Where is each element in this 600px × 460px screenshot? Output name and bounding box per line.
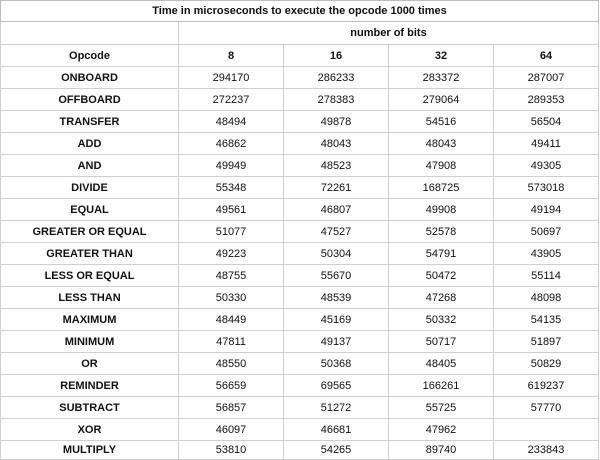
value-32-cell: 54791 <box>389 243 494 265</box>
value-8-cell: 49223 <box>179 243 284 265</box>
table-row <box>1 67 599 89</box>
value-8-cell: 53810 <box>179 441 284 460</box>
opcode-cell: LESS OR EQUAL <box>1 265 179 287</box>
opcode-cell: MAXIMUM <box>1 309 179 331</box>
opcode-cell: TRANSFER <box>1 111 179 133</box>
value-32-cell: 89740 <box>389 441 494 460</box>
table-row <box>1 265 599 287</box>
value-32-cell: 52578 <box>389 221 494 243</box>
value-16-cell: 278383 <box>284 89 389 111</box>
bits-header: number of bits <box>179 22 599 45</box>
value-16-cell: 55670 <box>284 265 389 287</box>
value-32-cell: 168725 <box>389 177 494 199</box>
value-8-cell: 46097 <box>179 419 284 441</box>
table-row <box>1 221 599 243</box>
value-32-cell: 50717 <box>389 331 494 353</box>
value-16-cell: 50368 <box>284 353 389 375</box>
value-32-cell: 283372 <box>389 67 494 89</box>
opcode-cell: OFFBOARD <box>1 89 179 111</box>
table-row <box>1 353 599 375</box>
table-row <box>1 419 599 441</box>
table-row <box>1 133 599 155</box>
bits-header-row <box>1 22 599 45</box>
value-16-cell: 72261 <box>284 177 389 199</box>
value-16-cell: 47527 <box>284 221 389 243</box>
table-row <box>1 243 599 265</box>
opcode-cell: DIVIDE <box>1 177 179 199</box>
column-header-opcode: Opcode <box>1 45 179 67</box>
value-16-cell: 286233 <box>284 67 389 89</box>
value-16-cell: 46807 <box>284 199 389 221</box>
table-body <box>1 67 599 460</box>
opcode-cell: ADD <box>1 133 179 155</box>
value-8-cell: 46862 <box>179 133 284 155</box>
column-header-16: 16 <box>284 45 389 67</box>
table-row <box>1 397 599 419</box>
value-16-cell: 49878 <box>284 111 389 133</box>
opcode-cell: XOR <box>1 419 179 441</box>
column-header-64: 64 <box>494 45 599 67</box>
opcode-cell: OR <box>1 353 179 375</box>
value-64-cell: 233843 <box>494 441 599 460</box>
value-32-cell: 47268 <box>389 287 494 309</box>
column-header-row <box>1 45 599 67</box>
value-16-cell: 49137 <box>284 331 389 353</box>
value-32-cell: 48405 <box>389 353 494 375</box>
value-16-cell: 54265 <box>284 441 389 460</box>
value-8-cell: 50330 <box>179 287 284 309</box>
value-8-cell: 55348 <box>179 177 284 199</box>
value-64-cell: 51897 <box>494 331 599 353</box>
value-64-cell: 54135 <box>494 309 599 331</box>
value-16-cell: 48523 <box>284 155 389 177</box>
value-64-cell: 49411 <box>494 133 599 155</box>
value-8-cell: 48550 <box>179 353 284 375</box>
value-64-cell: 48098 <box>494 287 599 309</box>
value-64-cell: 50829 <box>494 353 599 375</box>
value-16-cell: 48539 <box>284 287 389 309</box>
value-8-cell: 56857 <box>179 397 284 419</box>
value-64-cell <box>494 419 599 441</box>
value-64-cell: 619237 <box>494 375 599 397</box>
table-title: Time in microseconds to execute the opcode 1000 times <box>1 1 599 22</box>
value-16-cell: 69565 <box>284 375 389 397</box>
table-row <box>1 287 599 309</box>
value-32-cell: 55725 <box>389 397 494 419</box>
value-32-cell: 47908 <box>389 155 494 177</box>
opcode-cell: EQUAL <box>1 199 179 221</box>
opcode-cell: GREATER THAN <box>1 243 179 265</box>
table-row <box>1 331 599 353</box>
value-64-cell: 289353 <box>494 89 599 111</box>
opcode-cell: SUBTRACT <box>1 397 179 419</box>
column-header-32: 32 <box>389 45 494 67</box>
value-64-cell: 57770 <box>494 397 599 419</box>
value-64-cell: 55114 <box>494 265 599 287</box>
table-row <box>1 111 599 133</box>
value-32-cell: 279064 <box>389 89 494 111</box>
table-row <box>1 375 599 397</box>
value-8-cell: 294170 <box>179 67 284 89</box>
table-row <box>1 177 599 199</box>
value-32-cell: 54516 <box>389 111 494 133</box>
value-8-cell: 49949 <box>179 155 284 177</box>
value-16-cell: 45169 <box>284 309 389 331</box>
opcode-cell: LESS THAN <box>1 287 179 309</box>
value-16-cell: 48043 <box>284 133 389 155</box>
value-32-cell: 48043 <box>389 133 494 155</box>
value-8-cell: 51077 <box>179 221 284 243</box>
table-row <box>1 155 599 177</box>
table-row <box>1 199 599 221</box>
value-8-cell: 48494 <box>179 111 284 133</box>
opcode-cell: MINIMUM <box>1 331 179 353</box>
table-row <box>1 441 599 460</box>
column-header-8: 8 <box>179 45 284 67</box>
value-16-cell: 50304 <box>284 243 389 265</box>
opcode-cell: ONBOARD <box>1 67 179 89</box>
opcode-cell: MULTIPLY <box>1 441 179 460</box>
empty-header-cell <box>1 22 179 45</box>
value-32-cell: 47962 <box>389 419 494 441</box>
value-64-cell: 43905 <box>494 243 599 265</box>
value-32-cell: 49908 <box>389 199 494 221</box>
value-64-cell: 287007 <box>494 67 599 89</box>
value-16-cell: 51272 <box>284 397 389 419</box>
value-32-cell: 166261 <box>389 375 494 397</box>
value-64-cell: 56504 <box>494 111 599 133</box>
value-64-cell: 573018 <box>494 177 599 199</box>
value-16-cell: 46681 <box>284 419 389 441</box>
table-row <box>1 309 599 331</box>
opcode-cell: GREATER OR EQUAL <box>1 221 179 243</box>
value-8-cell: 48755 <box>179 265 284 287</box>
value-8-cell: 56659 <box>179 375 284 397</box>
value-8-cell: 47811 <box>179 331 284 353</box>
value-64-cell: 49194 <box>494 199 599 221</box>
opcode-cell: AND <box>1 155 179 177</box>
value-8-cell: 49561 <box>179 199 284 221</box>
value-32-cell: 50472 <box>389 265 494 287</box>
value-8-cell: 272237 <box>179 89 284 111</box>
value-64-cell: 50697 <box>494 221 599 243</box>
opcode-cell: REMINDER <box>1 375 179 397</box>
value-32-cell: 50332 <box>389 309 494 331</box>
table-row <box>1 89 599 111</box>
title-row <box>1 1 599 22</box>
value-8-cell: 48449 <box>179 309 284 331</box>
value-64-cell: 49305 <box>494 155 599 177</box>
